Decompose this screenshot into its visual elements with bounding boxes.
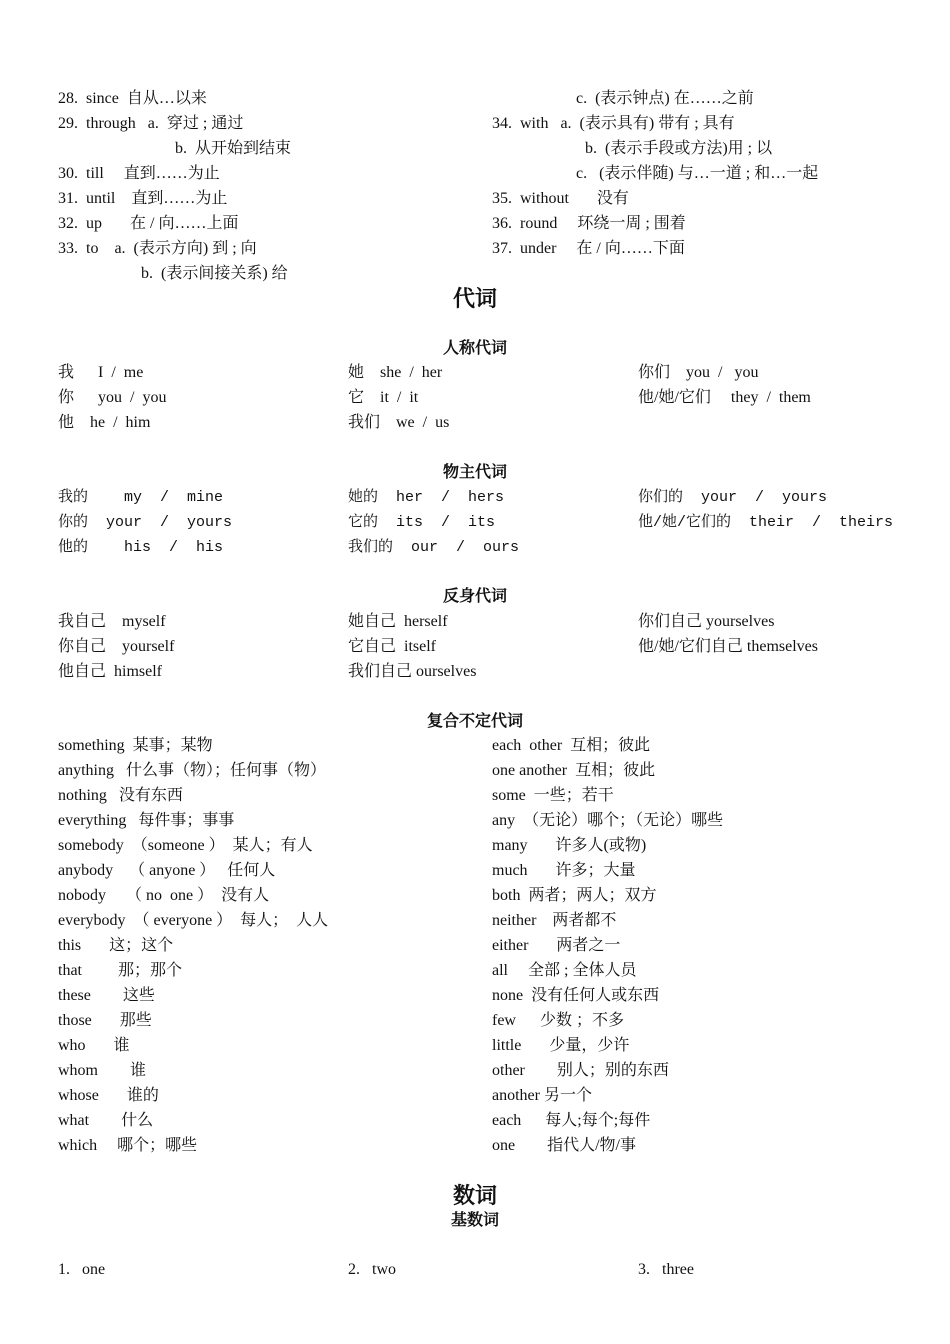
preposition-33b: b. (表示间接关系) 给: [141, 265, 288, 282]
cardinal-number-item: 1. one: [58, 1261, 106, 1278]
indefinite-pronoun-item: those 那些: [58, 1012, 152, 1029]
subsection-title-personal: 人称代词: [442, 340, 507, 357]
possessive-pronoun-row: 你的 your / yours: [58, 514, 233, 531]
personal-pronoun-row: 我 I / me: [58, 364, 144, 381]
preposition-29b: b. 从开始到结束: [175, 140, 292, 157]
cardinal-number-item: 3. three: [638, 1261, 694, 1278]
reflexive-pronoun-row: 她自己 herself: [348, 613, 448, 630]
preposition-29: 29. through a. 穿过 ; 通过: [58, 115, 244, 132]
indefinite-pronoun-item: somebody （someone ） 某人；有人: [58, 837, 313, 854]
indefinite-pronoun-item: anything 什么事（物）；任何事（物）: [58, 762, 326, 779]
personal-pronoun-row: 他/她/它们 they / them: [638, 389, 811, 406]
indefinite-pronoun-item: who 谁: [58, 1037, 130, 1054]
indefinite-pronoun-item: nothing 没有东西: [58, 787, 183, 804]
subsection-title-cardinal: 基数词: [450, 1212, 499, 1229]
preposition-28: 28. since 自从…以来: [58, 90, 207, 107]
personal-pronoun-row: 他 he / him: [58, 414, 151, 431]
indefinite-pronoun-item: these 这些: [58, 987, 155, 1004]
indefinite-pronoun-item: nobody （ no one ） 没有人: [58, 887, 270, 904]
personal-pronoun-row: 你们 you / you: [638, 364, 759, 381]
indefinite-pronoun-item: this 这；这个: [58, 937, 174, 954]
section-title-numerals: 数词: [452, 1183, 497, 1208]
preposition-31: 31. until 直到……为止: [58, 190, 228, 207]
preposition-33: 33. to a. (表示方向) 到 ; 向: [58, 240, 257, 257]
indefinite-pronoun-item: few 少数 ；不多: [492, 1012, 624, 1029]
indefinite-pronoun-item: both 两者；两人；双方: [492, 887, 657, 904]
indefinite-pronoun-item: whom 谁: [58, 1062, 147, 1079]
personal-pronoun-row: 它 it / it: [348, 389, 419, 406]
preposition-33c: c. (表示钟点) 在……之前: [576, 90, 754, 107]
preposition-36: 36. round 环绕一周 ; 围着: [492, 215, 686, 232]
possessive-pronoun-row: 你们的 your / yours: [638, 489, 828, 506]
subsection-title-possessive: 物主代词: [442, 464, 507, 481]
possessive-pronoun-row: 他/她/它们的 their / theirs: [638, 514, 894, 531]
reflexive-pronoun-row: 他/她/它们自己 themselves: [638, 638, 818, 655]
reflexive-pronoun-row: 他自己 himself: [58, 663, 162, 680]
indefinite-pronoun-item: something 某事；某物: [58, 737, 213, 754]
preposition-32: 32. up 在 / 向……上面: [58, 215, 239, 232]
indefinite-pronoun-item: that 那；那个: [58, 962, 182, 979]
reflexive-pronoun-row: 你们自己 yourselves: [638, 613, 775, 630]
indefinite-pronoun-item: anybody （ anyone ） 任何人: [58, 862, 276, 879]
reflexive-pronoun-row: 我自己 myself: [58, 613, 166, 630]
indefinite-pronoun-item: other 别人；别的东西: [492, 1062, 669, 1079]
reflexive-pronoun-row: 我们自己 ourselves: [348, 663, 477, 680]
personal-pronoun-row: 她 she / her: [348, 364, 443, 381]
indefinite-pronoun-item: each 每人;每个;每件: [492, 1112, 651, 1129]
preposition-34c: c. (表示伴随) 与…一道 ; 和…一起: [576, 165, 819, 182]
preposition-34: 34. with a. (表示具有) 带有 ; 具有: [492, 115, 735, 132]
indefinite-pronoun-item: one another 互相；彼此: [492, 762, 656, 779]
indefinite-pronoun-item: none 没有任何人或东西: [492, 987, 660, 1004]
indefinite-pronoun-item: another 另一个: [492, 1087, 592, 1104]
personal-pronoun-row: 你 you / you: [58, 389, 167, 406]
indefinite-pronoun-item: one 指代人/物/事: [492, 1137, 636, 1154]
possessive-pronoun-row: 他的 his / his: [58, 539, 224, 556]
indefinite-pronoun-item: neither 两者都不: [492, 912, 617, 929]
indefinite-pronoun-item: some 一些；若干: [492, 787, 614, 804]
preposition-30: 30. till 直到……为止: [58, 165, 220, 182]
preposition-35: 35. without 没有: [492, 190, 629, 207]
indefinite-pronoun-item: each other 互相；彼此: [492, 737, 651, 754]
section-title-pronouns: 代词: [452, 286, 497, 311]
possessive-pronoun-row: 她的 her / hers: [348, 489, 505, 506]
possessive-pronoun-row: 我们的 our / ours: [348, 539, 520, 556]
possessive-pronoun-row: 我的 my / mine: [58, 489, 224, 506]
reflexive-pronoun-row: 它自己 itself: [348, 638, 436, 655]
indefinite-pronoun-item: all 全部 ; 全体人员: [492, 962, 637, 979]
reflexive-pronoun-row: 你自己 yourself: [58, 638, 175, 655]
indefinite-pronoun-item: many 许多人(或物): [492, 837, 647, 854]
indefinite-pronoun-item: much 许多；大量: [492, 862, 636, 879]
preposition-37: 37. under 在 / 向……下面: [492, 240, 685, 257]
indefinite-pronoun-item: little 少量，少许: [492, 1037, 630, 1054]
indefinite-pronoun-item: everybody （ everyone ） 每人； 人人: [58, 912, 329, 929]
indefinite-pronoun-item: whose 谁的: [58, 1087, 159, 1104]
cardinal-number-item: 2. two: [348, 1261, 396, 1278]
subsection-title-indefinite: 复合不定代词: [426, 713, 523, 730]
indefinite-pronoun-item: what 什么: [58, 1112, 154, 1129]
indefinite-pronoun-item: either 两者之一: [492, 937, 621, 954]
indefinite-pronoun-item: which 哪个；哪些: [58, 1137, 198, 1154]
indefinite-pronoun-item: everything 每件事；事事: [58, 812, 235, 829]
possessive-pronoun-row: 它的 its / its: [348, 514, 496, 531]
subsection-title-reflexive: 反身代词: [442, 588, 507, 605]
preposition-34b: b. (表示手段或方法)用 ; 以: [585, 140, 773, 157]
indefinite-pronoun-item: any （无论）哪个；（无论）哪些: [492, 812, 724, 829]
personal-pronoun-row: 我们 we / us: [348, 414, 450, 431]
